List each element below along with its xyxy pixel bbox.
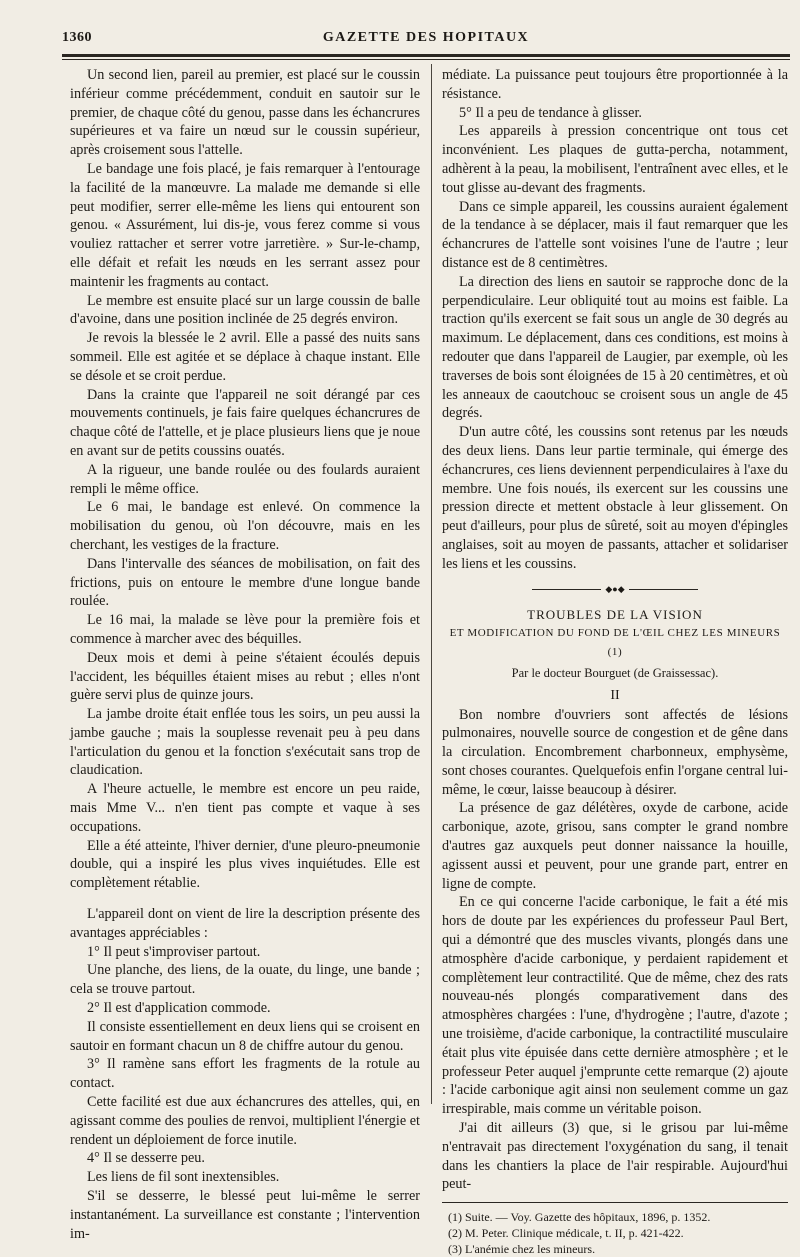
paragraph: Dans l'intervalle des séances de mobilisation, on fait des frictions, puis on entoure le membre d'une longue bande roulée. xyxy=(70,555,420,610)
section-subtitle: ET MODIFICATION DU FOND DE L'ŒIL CHEZ LES MINEURS (1) xyxy=(449,627,781,659)
right-column xyxy=(442,66,788,1257)
footnote: (1) Suite. — Voy. Gazette des hôpitaux, 1896, p. 1352. xyxy=(448,1210,711,1225)
paragraph: Un second lien, pareil au premier, est placé sur le coussin inférieur comme précédemment, conduit en sautoir sur le premier, de chaque côté du genou, passe dans les échancrures supérieures et va faire un nœud sur le coussin supérieur, après croisement sous l'attelle. xyxy=(70,67,420,159)
footnote-rule xyxy=(442,1202,788,1203)
paragraph: Les liens de fil sont inextensibles. xyxy=(87,1169,280,1186)
list-item: 3° Il ramène sans effort les fragments de la rotule au contact. xyxy=(70,1056,420,1092)
paragraph: Deux mois et demi à peine s'étaient écoulés depuis l'accident, les béquilles étaient mises au rebut ; elles n'ont guère servi plus de quinze jours. xyxy=(70,649,420,704)
paragraph: A la rigueur, une bande roulée ou des foulards auraient rempli le même office. xyxy=(70,461,420,497)
paragraph: L'appareil dont on vient de lire la description présente des avantages appréciables : xyxy=(70,906,420,941)
header-rule-thin xyxy=(62,59,790,60)
footnote: (2) M. Peter. Clinique médicale, t. II, p. 421-422. xyxy=(448,1226,684,1241)
header-rule-thick xyxy=(62,54,790,57)
list-item: 2° Il est d'application commode. xyxy=(87,1000,271,1017)
paragraph: Le bandage une fois placé, je fais remarquer à l'entourage la facilité de la manœuvre. La malade me demande si elle peut modifier, serrer elle-même les liens qui entourent son genou. « Assurément, lui dis-je, vous ferez comme si vous vouliez rattacher et serrer votre jarretière. » Sur-le-champ, elle défait et refait les nœuds en les serrant assez pour maintenir les fragments au contact. xyxy=(70,160,420,290)
list-item: 1° Il peut s'improviser partout. xyxy=(87,943,261,960)
paragraph: J'ai dit ailleurs (3) que, si le grisou par lui-même n'entravait pas directement l'oxygénation du sang, il tenait dans les chantiers la place de l'air respirable. Aujourd'hui peut- xyxy=(442,1120,788,1193)
footnote: (3) L'anémie chez les mineurs. xyxy=(448,1242,596,1257)
paragraph: médiate. La puissance peut toujours être proportionnée à la résistance. xyxy=(442,67,788,102)
list-item: 4° Il se desserre peu. xyxy=(87,1150,205,1167)
paragraph: Les appareils à pression concentrique ont tous cet inconvénient. Les plaques de gutta-percha, notamment, adhèrent à la peau, la mobilisent, l'entraînent avec elles, et le tout glisse au-devant des fragments. xyxy=(442,123,788,196)
paragraph: Dans la crainte que l'appareil ne soit dérangé par ces mouvements continuels, je fais faire quelques échancrures de chaque côté de l'attelle, et je place plusieurs liens que je noue en avant sur de petits coussins ouatés. xyxy=(70,386,420,459)
paragraph: Une planche, des liens, de la ouate, du linge, une bande ; cela se trouve partout. xyxy=(70,962,420,998)
separator-ornament: ◆●◆ xyxy=(601,585,629,593)
left-column xyxy=(70,66,420,1243)
paragraph: La direction des liens en sautoir se rapproche donc de la perpendiculaire. Leur obliquité tout au moins est faible. La traction qu'ils exercent se fait sous un angle de 30 degrés au maximum. Le déplacement, dans ces conditions, est moins à redouter que dans l'appareil de Laugier, par exemple, où les traverses de bois sont éloignées de 15 à 20 centimètres, et où les anneaux de caoutchouc se croisent sous un angle de 45 degrés. xyxy=(442,273,788,422)
paragraph: Bon nombre d'ouvriers sont affectés de lésions pulmonaires, nouvelle source de congestion et de gêne dans la circulation. Encombrement charbonneux, emphysème, sont choses courantes. Quelquefois enfin l'organe central lui-même, le cœur, laisse beaucoup à désirer. xyxy=(442,706,788,798)
journal-title: GAZETTE DES HOPITAUX xyxy=(322,30,530,45)
section-title: TROUBLES DE LA VISION xyxy=(527,606,703,622)
paragraph: Cette facilité est due aux échancrures des attelles, qui, en agissant comme des poulies de renvoi, multiplient l'énergie et rendent un déploiement de force inutile. xyxy=(70,1094,420,1148)
page-header xyxy=(62,30,790,50)
footnotes xyxy=(442,1209,788,1257)
section-separator xyxy=(442,582,788,596)
paragraph: Le 6 mai, le bandage est enlevé. On commence la mobilisation du genou, où l'on découvre, mais en les cherchant, les vestiges de la fracture. xyxy=(70,499,420,553)
list-item: 5° Il a peu de tendance à glisser. xyxy=(459,104,642,121)
paragraph: Il consiste essentiellement en deux liens qui se croisent en sautoir en formant chacun un 8 de chiffre autour du genou. xyxy=(70,1018,420,1054)
section-number: II xyxy=(610,687,620,703)
paragraph: S'il se desserre, le blessé peut lui-même le serrer instantanément. La surveillance est constante ; l'intervention im- xyxy=(70,1188,420,1242)
paragraph: La jambe droite était enflée tous les soirs, un peu aussi la jambe gauche ; mais la souplesse revenait peu à peu dans l'articulation du genou et la fonction s'exécutait sans trop de claudication. xyxy=(70,706,420,779)
section-author: Par le docteur Bourguet (de Graissessac). xyxy=(511,665,719,680)
paragraph: Je revois la blessée le 2 avril. Elle a passé des nuits sans sommeil. Elle est agitée et se déplace à chaque instant. Elle se désole et se croit perdue. xyxy=(70,330,420,384)
paragraph: Le membre est ensuite placé sur un large coussin de balle d'avoine, dans une position inclinée de 25 degrés environ. xyxy=(70,292,420,328)
paragraph: Elle a été atteinte, l'hiver dernier, d'une pleuro-pneumonie double, qui a inspiré les plus vives inquiétudes. Elle est complètement rétablie. xyxy=(70,837,420,892)
paragraph: En ce qui concerne l'acide carbonique, le fait a été mis hors de doute par les expériences du professeur Paul Bert, qui a démontré que des muscles vivants, plongés dans une atmosphère d'acide carbonique, y perdaient rapidement et complètement leur contractilité. Que de même, chez des rats nouveau-nés plongés comparativement dans des atmosphères chargées : l'une, d'hydrogène ; l'autre, d'azote ; une troisième, d'acide carbonique, la contractilité musculaire était plus vite épuisée dans cette dernière atmosphère ; et le professeur Peter auquel j'emprunte cette remarque (2) ajoute : l'acide carbonique agit ainsi non seulement comme un gaz irrespirable, mais comme un véritable poison. xyxy=(442,894,788,1118)
paragraph: A l'heure actuelle, le membre est encore un peu raide, mais Mme V... n'en tient pas compte et vaque à ses occupations. xyxy=(70,781,420,835)
page-number: 1360 xyxy=(62,30,92,45)
paragraph: D'un autre côté, les coussins sont retenus par les nœuds des deux liens. Dans leur partie terminale, qui émerge des échancrures, ces liens deviennent perpendiculaires à l'axe du membre. Une fois noués, ils exercent sur les coussins une pression directe et mettent obstacle à leur glissement. On peut d'ailleurs, pour plus de sûreté, soit au moyen d'épingles anglaises, soit au moyen de passants, attacher et solidariser les liens et les coussins. xyxy=(442,424,788,572)
paragraph: Dans ce simple appareil, les coussins auraient également de la tendance à se déplacer, mais il faut remarquer que les échancrures de l'attelle sont voisines l'une de l'autre ; leur distance est de 8 centimètres. xyxy=(442,198,788,271)
paragraph: Le 16 mai, la malade se lève pour la première fois et commence à marcher avec des béquilles. xyxy=(70,612,420,647)
column-divider xyxy=(431,64,432,1104)
paragraph: La présence de gaz délétères, oxyde de carbone, acide carbonique, azote, grisou, sans compter le grand nombre d'autres gaz auxquels peut donner naissance la houille, agissent aussi et peuvent, pour une grande part, entrer en ligne de compte. xyxy=(442,800,788,892)
